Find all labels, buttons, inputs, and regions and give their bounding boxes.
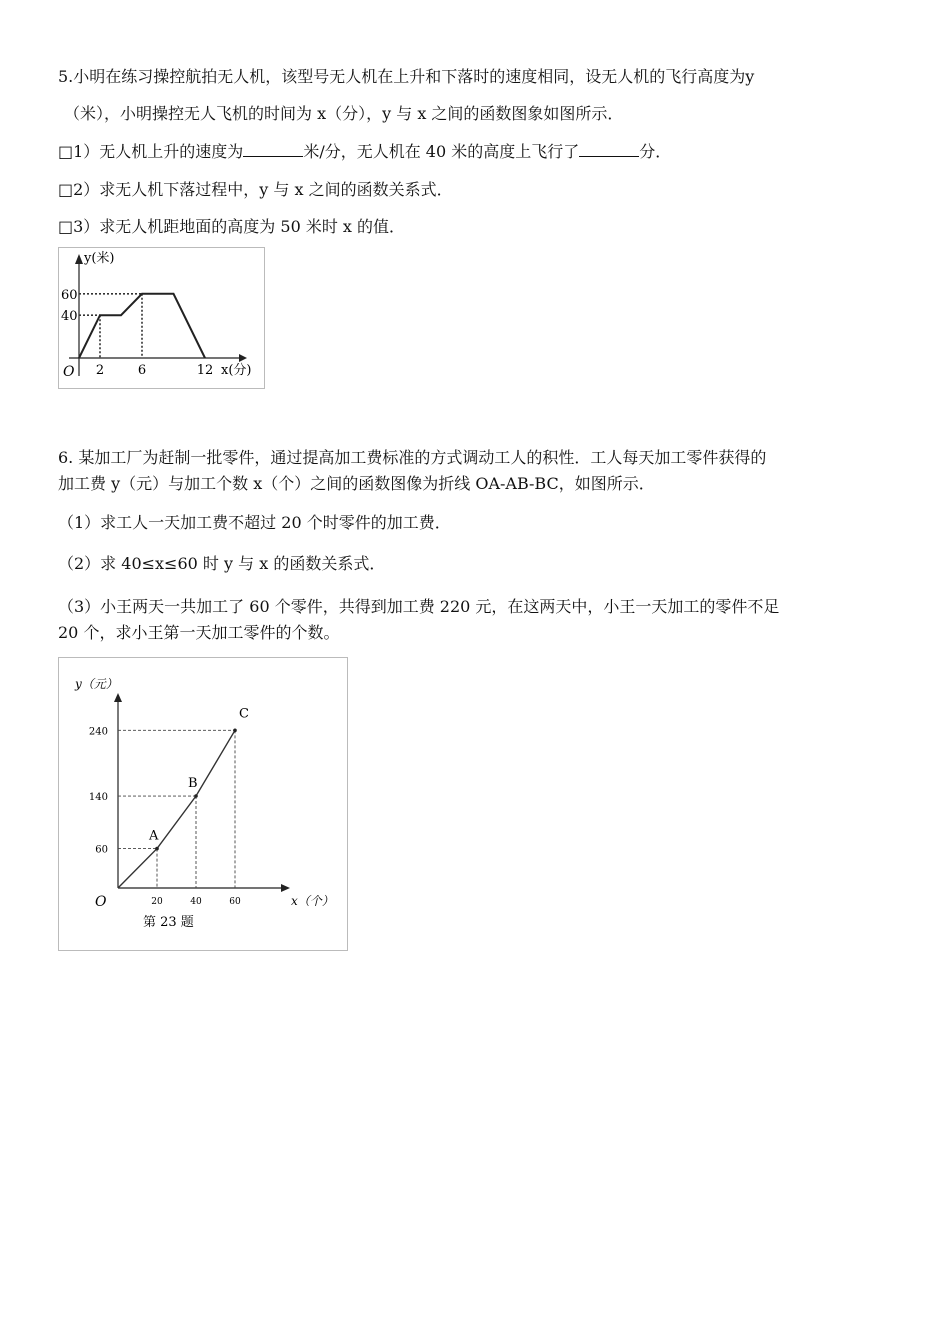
y-axis-arrow: [114, 693, 122, 702]
series-line: [118, 730, 235, 888]
answer-blank-1[interactable]: [243, 142, 303, 157]
y-axis-label: y(米): [84, 251, 115, 266]
y-tick-label: 60: [95, 844, 108, 856]
y-tick-label: 40: [61, 309, 78, 325]
q6-part2: （2）求 40≤x≤60 时 y 与 x 的函数关系式．: [58, 554, 386, 573]
origin-label: O: [95, 894, 107, 910]
y-tick-label: 60: [61, 287, 78, 303]
x-axis-arrow: [281, 884, 290, 892]
x-axis-label: x（个）: [291, 894, 334, 908]
point-label: A: [149, 828, 159, 844]
q5-line2: （米），小明操控无人飞机的时间为 x（分），y 与 x 之间的函数图象如图所示．: [64, 104, 624, 123]
y-axis-label: y（元）: [75, 677, 118, 691]
q6-part3-line2: 20 个，求小王第一天加工零件的个数。: [58, 623, 340, 642]
point-label: C: [239, 706, 249, 722]
q6-part1: （1）求工人一天加工费不超过 20 个时零件的加工费．: [58, 513, 451, 532]
x-tick-label: 2: [95, 363, 105, 378]
answer-blank-2[interactable]: [579, 142, 639, 157]
y-axis-arrow: [75, 254, 83, 264]
x-tick-label: 6: [137, 363, 147, 378]
point-label: B: [188, 776, 198, 792]
data-point: [155, 847, 159, 851]
q5-part1-text-a: □1）无人机上升的速度为: [58, 142, 244, 161]
y-tick-label: 240: [88, 726, 108, 738]
data-point: [233, 729, 237, 733]
x-tick-label: 12: [196, 363, 214, 378]
q6-figure: [58, 657, 348, 951]
q5-chart: [59, 248, 264, 388]
x-tick-label: 40: [190, 897, 202, 907]
figure-caption: 第 23 题: [143, 915, 194, 930]
x-axis-label: x(分): [221, 363, 252, 378]
origin-label: O: [63, 364, 75, 380]
data-point: [194, 794, 198, 798]
y-tick-label: 140: [88, 792, 108, 804]
q5-part1: [58, 139, 671, 162]
q5-part1-text-c: 分．: [639, 142, 672, 161]
q5-part1-text-b: 米/分，无人机在 40 米的高度上飞行了: [303, 142, 580, 161]
q5-part2: □2）求无人机下落过程中，y 与 x 之间的函数关系式．: [58, 180, 453, 199]
x-axis-arrow: [239, 354, 247, 362]
q5-part3: □3）求无人机距地面的高度为 50 米时 x 的值．: [58, 217, 406, 236]
q5-figure: [58, 247, 265, 389]
q6-line1: 6. 某加工厂为赶制一批零件，通过提高加工费标准的方式调动工人的积性．工人每天加工零件获得的: [58, 448, 767, 467]
x-tick-label: 60: [229, 897, 241, 907]
x-tick-label: 20: [151, 897, 163, 907]
q6-chart: [59, 658, 347, 950]
q6-part3-line1: （3）小王两天一共加工了 60 个零件，共得到加工费 220 元，在这两天中，小王一天加工的零件不足: [58, 597, 780, 616]
q5-line1: 5.小明在练习操控航拍无人机，该型号无人机在上升和下落时的速度相同，设无人机的飞行高度为y: [58, 67, 755, 86]
q6-line2: 加工费 y（元）与加工个数 x（个）之间的函数图像为折线 OA-AB-BC，如图所示．: [58, 474, 655, 493]
